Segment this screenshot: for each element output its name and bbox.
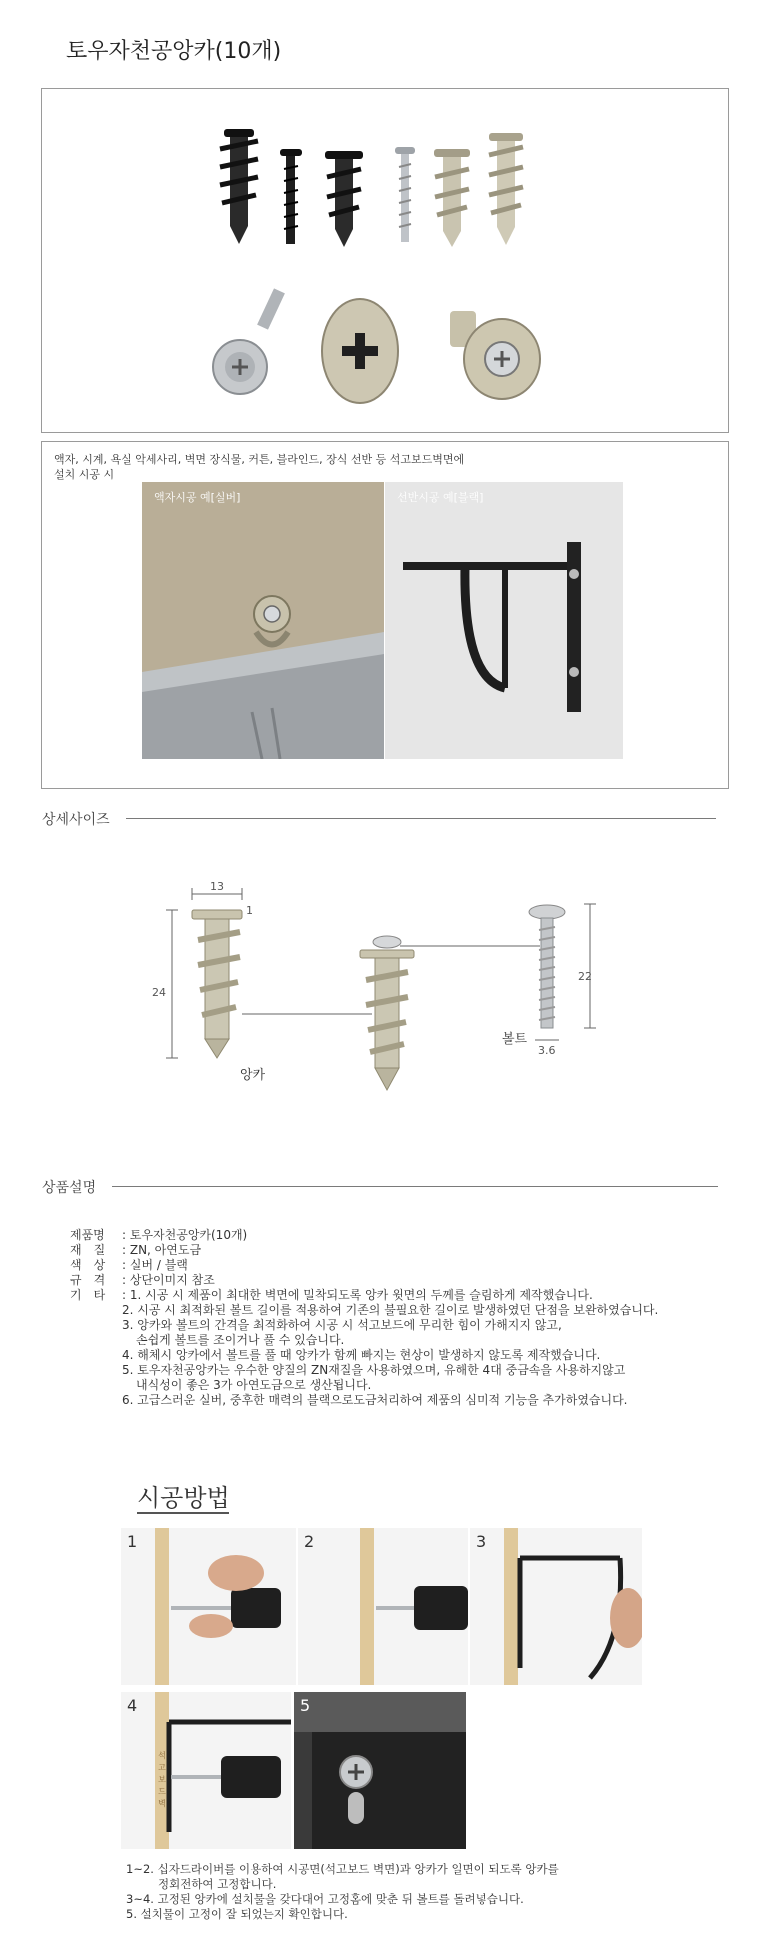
install-heading: 시공방법 [137, 1484, 230, 1512]
spec-row: 색 상 : 실버 / 블랙 [70, 1258, 188, 1272]
spec-row: 재 질 : ZN, 아연도금 [70, 1243, 202, 1257]
step-panel-4 [121, 1692, 291, 1849]
silver-anchor-large [489, 133, 523, 245]
install-note-line: 정회전하여 고정합니다. [158, 1877, 277, 1891]
install-note-line: 3~4. 고정된 앙카에 설치물을 갖다대어 고정홈에 맞춘 뒤 볼트를 돌려넣습니다. [126, 1892, 524, 1906]
spec-extra-line: 2. 시공 시 최적화된 볼트 길이를 적용하여 기존의 불필요한 길이로 발생하였던 단점을 보완하였습니다. [122, 1303, 659, 1317]
install-heading-underline [137, 1512, 229, 1514]
spec-extra-line: 4. 해체시 앙카에서 볼트를 풀 때 앙카가 함께 빠지는 현상이 발생하지 않도록 제작했습니다. [122, 1348, 601, 1362]
spec-extra-line: 5. 토우자천공앙카는 우수한 양질의 ZN재질을 사용하였으며, 유해한 4대 중금속을 사용하지않고 [122, 1363, 626, 1377]
step-number: 1 [127, 1532, 138, 1551]
step-panel-2 [298, 1528, 468, 1685]
step-number: 5 [300, 1696, 311, 1715]
board-label: 석고보드벽 [158, 1751, 166, 1808]
usage-text-line2: 설치 시공 시 [54, 468, 115, 481]
spec-key: 재 질 [70, 1243, 106, 1257]
black-anchor-medium [325, 151, 363, 247]
spec-key: 제품명 [70, 1228, 105, 1242]
description-heading: 상품설명 [42, 1180, 97, 1196]
spec-extra-line: 내식성이 좋은 3가 아연도금으로 생산됩니다. [136, 1378, 372, 1392]
detail-size-heading: 상세사이즈 [42, 812, 110, 828]
description-rule [112, 1186, 718, 1187]
spec-value: 1. 시공 시 제품이 최대한 벽면에 밀착되도록 앙카 윗면의 두께를 슬림하게 제작했습니다. [129, 1288, 593, 1302]
label-anchor: 앙카 [240, 1068, 266, 1083]
product-photo [42, 89, 728, 432]
shelf-label: 선반시공 예[블랙] [397, 491, 484, 504]
size-diagram [150, 880, 610, 1120]
step-number: 2 [304, 1532, 315, 1551]
page-title: 토우자천공앙카(10개) [66, 39, 282, 64]
label-bolt: 볼트 [502, 1032, 528, 1047]
anchor-head-top-view [322, 299, 398, 403]
silver-anchor-medium [434, 149, 470, 247]
usage-text-line1: 액자, 시계, 욕실 악세사리, 벽면 장식물, 커튼, 블라인드, 장식 선반 등 석고보드벽면에 [54, 453, 465, 466]
dim-width: 13 [210, 880, 224, 893]
step-number: 4 [127, 1696, 138, 1715]
anchor-with-bolt [450, 311, 540, 399]
install-notes [126, 1862, 746, 1922]
spec-extra-line: 6. 고급스러운 실버, 중후한 매력의 블랙으로도금처리하여 제품의 심미적 기능을 추가하였습니다. [122, 1393, 628, 1407]
washer-screw [213, 288, 285, 394]
spec-value: 토우자천공앙카(10개) [129, 1228, 248, 1242]
step-number: 3 [476, 1532, 487, 1551]
detail-size-rule [126, 818, 716, 819]
dim-bolt-dia: 3.6 [538, 1044, 556, 1057]
spec-extra-line: 손쉽게 볼트를 조이거나 풀 수 있습니다. [136, 1333, 345, 1347]
spec-key: 규 격 [70, 1273, 106, 1287]
spec-value: ZN, 아연도금 [129, 1243, 202, 1257]
usage-box [41, 441, 729, 789]
spec-row: 제품명 : 토우자천공앙카(10개) [70, 1228, 248, 1242]
spec-value: 상단이미지 참조 [129, 1273, 215, 1287]
dim-top: 1 [246, 904, 253, 917]
photo-frame-example [142, 482, 384, 759]
step-panel-3 [470, 1528, 642, 1685]
anchor-drawing [192, 910, 242, 1058]
black-anchor-large [220, 129, 258, 244]
product-photo-box [41, 88, 729, 433]
install-note-line: 1~2. 십자드라이버를 이용하여 시공면(석고보드 벽면)과 앙카가 일면이 되도록 앙카를 [126, 1862, 559, 1876]
install-note-line: 5. 설치물이 고정이 잘 되었는지 확인합니다. [126, 1907, 348, 1921]
bolt-drawing [529, 905, 565, 1028]
spec-extra-line: 3. 앙카와 볼트의 간격을 최적화하여 시공 시 석고보드에 무리한 힘이 가해지지 않고, [122, 1318, 562, 1332]
step-panel-5 [294, 1692, 466, 1849]
step-panel-1 [121, 1528, 296, 1685]
shelf-example [385, 482, 623, 759]
spec-row: 규 격 : 상단이미지 참조 [70, 1273, 215, 1287]
dim-bolt-length: 22 [578, 970, 592, 983]
spec-key: 기 타 [70, 1288, 106, 1302]
spec-list [70, 1228, 730, 1408]
spec-row: 기 타 : 1. 시공 시 제품이 최대한 벽면에 밀착되도록 앙카 윗면의 두께를 슬림하게 제작했습니다. [70, 1288, 593, 1302]
spec-key: 색 상 [70, 1258, 106, 1272]
anchor-bolt-drawing [360, 936, 414, 1090]
black-screw-small [280, 149, 302, 244]
spec-value: 실버 / 블랙 [129, 1258, 188, 1272]
silver-screw-small [395, 147, 415, 242]
photo-frame-label: 액자시공 예[실버] [154, 491, 241, 504]
dim-height: 24 [152, 986, 166, 999]
